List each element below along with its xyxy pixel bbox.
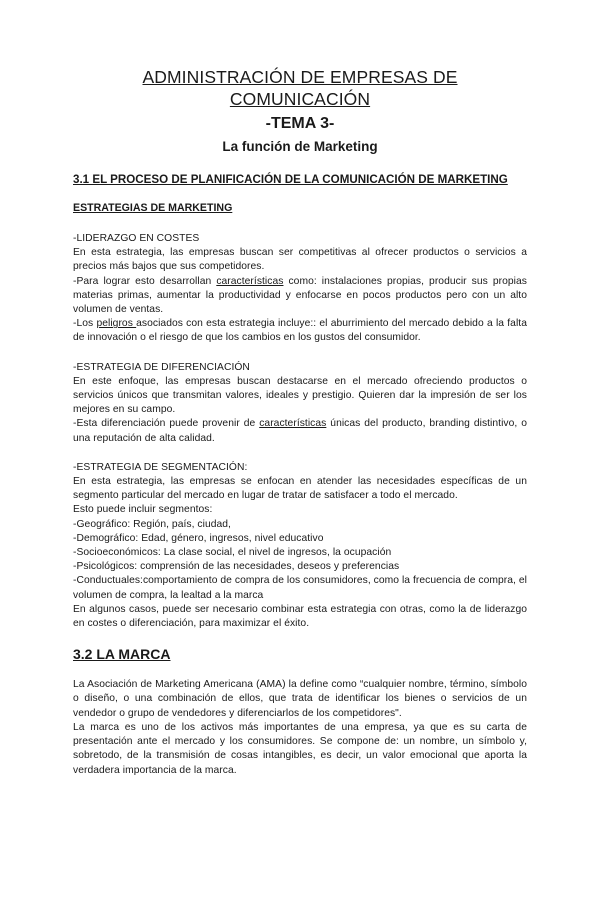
paragraph: La marca es uno de los activos más importantes de una empresa, ya que es su carta de presentación ante el mercado y los consumidores. Se compone de: un nombre, un símbolo y, sobretodo, de la transmisión de cosas intangibles, es decir, un valor emocional que aporta la verdadera importancia de la marca. — [73, 721, 527, 776]
text-span: únicas del producto, branding distintivo, o una reputación de alta calidad. — [73, 418, 528, 444]
paragraph: En este enfoque, las empresas buscan destacarse en el mercado ofreciendo productos o servicios únicos que transmitan valores, ideales y prestigio. Quieren dar la impresión de ser los mejores en su campo. — [73, 375, 527, 416]
text-span: -Los — [73, 318, 97, 330]
text-span: como: instalaciones propias, producir sus propias materias primas, aumentar la productividad y enfocarse en pocos productos pero con un alto volumen de ventas. — [73, 275, 527, 316]
paragraph: Esto puede incluir segmentos: — [73, 504, 213, 516]
text-span: asociados con esta estrategia incluye:: el aburrimiento del mercado debido a la falta de innovación o el riesgo de que los cambios en los gustos del consumidor. — [73, 318, 527, 344]
paragraph: La Asociación de Marketing Americana (AMA) la define como “cualquier nombre, término, símbolo o diseño, o una combinación de ellos, que trata de identificar los bienes o servicios de un vendedor o grupo de vendedores y diferenciarlos de los competidores". — [73, 679, 527, 719]
underlined-term: características — [259, 418, 327, 430]
subheading-estrategias: ESTRATEGIAS DE MARKETING — [73, 202, 233, 214]
list-item: -Demográfico: Edad, género, ingresos, nivel educativo — [73, 532, 324, 544]
document-page — [0, 66, 600, 914]
document-topic: La función de Marketing — [222, 139, 378, 154]
paragraph — [73, 317, 527, 345]
block-la-marca — [73, 678, 527, 777]
paragraph — [73, 275, 527, 318]
block-segmentacion — [73, 461, 527, 631]
list-item: -Conductuales:comportamiento de compra de los consumidores, como la frecuencia de compra, el volumen de compra, la lealtad a la marca — [73, 575, 527, 601]
underlined-term: peligros — [96, 318, 137, 330]
paragraph: En esta estrategia, las empresas buscan ser competitivas al ofrecer productos o servicios a precios más bajos que sus competidores. — [73, 247, 527, 273]
section-heading-3-2: 3.2 LA MARCA — [73, 646, 171, 663]
paragraph: En esta estrategia, las empresas se enfocan en atender las necesidades específicas de un segmento particular del mercado en lugar de tratar de satisfacer a todo el mercado. — [73, 476, 527, 502]
list-item: -Socioeconómicos: La clase social, el nivel de ingresos, la ocupación — [73, 547, 392, 559]
list-item: -Psicológicos: comprensión de las necesidades, deseos y preferencias — [73, 561, 400, 573]
text-span: -Para lograr esto desarrollan — [73, 275, 217, 287]
list-item: -Geográfico: Región, país, ciudad, — [73, 518, 231, 530]
document-title: ADMINISTRACIÓN DE EMPRESAS DE COMUNICACIÓN — [142, 67, 458, 109]
paragraph-title: -ESTRATEGIA DE DIFERENCIACIÓN — [73, 361, 250, 373]
document-subtitle: -TEMA 3- — [265, 115, 335, 132]
underlined-term: características — [216, 275, 284, 287]
paragraph — [73, 417, 527, 445]
paragraph-title: -ESTRATEGIA DE SEGMENTACIÓN: — [73, 461, 248, 473]
text-span: -Esta diferenciación puede provenir de — [73, 418, 260, 430]
paragraph-title: -LIDERAZGO EN COSTES — [73, 233, 200, 244]
section-heading-3-1: 3.1 EL PROCESO DE PLANIFICACIÓN DE LA COMUNICACIÓN DE MARKETING — [73, 173, 508, 186]
paragraph: En algunos casos, puede ser necesario combinar esta estrategia con otras, como la de liderazgo en costes o diferenciación, para maximizar el éxito. — [73, 603, 527, 630]
block-liderazgo-costes — [73, 232, 527, 346]
block-diferenciacion — [73, 361, 527, 446]
